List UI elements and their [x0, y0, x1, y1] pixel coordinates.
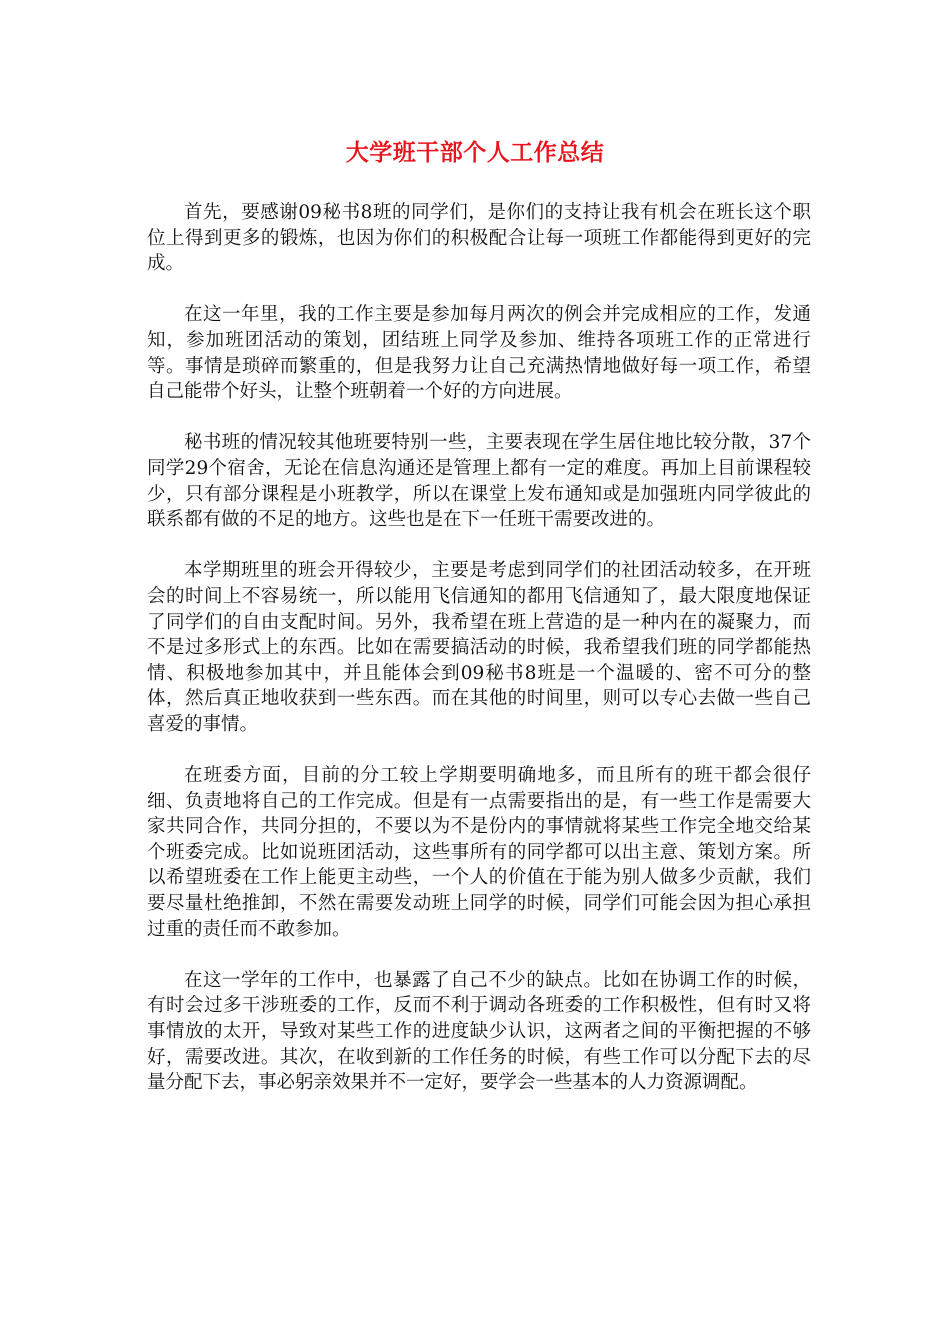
document-title: 大学班干部个人工作总结 [345, 140, 605, 166]
paragraph-6: 在这一学年的工作中，也暴露了自己不少的缺点。比如在协调工作的时候，有时会过多干涉班委的工作，反而不利于调动各班委的工作积极性，但有时又将事情放的太开，导致对某些工作的进度缺少认识，这两者之间的平衡把握的不够好，需要改进。其次，在收到新的工作任务的时候，有些工作可以分配下去的尽量分配下去，事必躬亲效果并不一定好，要学会一些基本的人力资源调配。 [147, 969, 811, 1094]
paragraph-4: 本学期班里的班会开得较少，主要是考虑到同学们的社团活动较多，在开班会的时间上不容易统一，所以能用飞信通知的都用飞信通知了，最大限度地保证了同学们的自由支配时间。另外，我希望在班上营造的是一种内在的凝聚力，而不是过多形式上的东西。比如在需要搞活动的时候，我希望我们班的同学都能热情、积极地参加其中，并且能体会到09秘书8班是一个温暖的、密不可分的整体，然后真正地收获到一些东西。而在其他的时间里，则可以专心去做一些自己喜爱的事情。 [147, 560, 811, 735]
paragraph-2: 在这一年里，我的工作主要是参加每月两次的例会并完成相应的工作，发通知，参加班团活动的策划，团结班上同学及参加、维持各项班工作的正常进行等。事情是琐碎而繁重的，但是我努力让自己充满热情地做好每一项工作，希望自己能带个好头，让整个班朝着一个好的方向进展。 [147, 304, 811, 403]
document-body [147, 200, 811, 1121]
paragraph-5: 在班委方面，目前的分工较上学期要明确地多，而且所有的班干都会很仔细、负责地将自己的工作完成。但是有一点需要指出的是，有一些工作是需要大家共同合作，共同分担的，不要以为不是份内的事情就将某些工作完全地交给某个班委完成。比如说班团活动，这些事所有的同学都可以出主意、策划方案。所以希望班委在工作上能更主动些，一个人的价值在于能为别人做多少贡献，我们要尽量杜绝推卸，不然在需要发动班上同学的时候，同学们可能会因为担心承担过重的责任而不敢参加。 [147, 765, 811, 940]
paragraph-3: 秘书班的情况较其他班要特别一些，主要表现在学生居住地比较分散，37个同学29个宿舍，无论在信息沟通还是管理上都有一定的难度。再加上目前课程较少，只有部分课程是小班教学，所以在课堂上发布通知或是加强班内同学彼此的联系都有做的不足的地方。这些也是在下一任班干需要改进的。 [147, 432, 811, 531]
paragraph-1: 首先，要感谢09秘书8班的同学们，是你们的支持让我有机会在班长这个职位上得到更多的锻炼，也因为你们的积极配合让每一项班工作都能得到更好的完成。 [147, 202, 811, 275]
